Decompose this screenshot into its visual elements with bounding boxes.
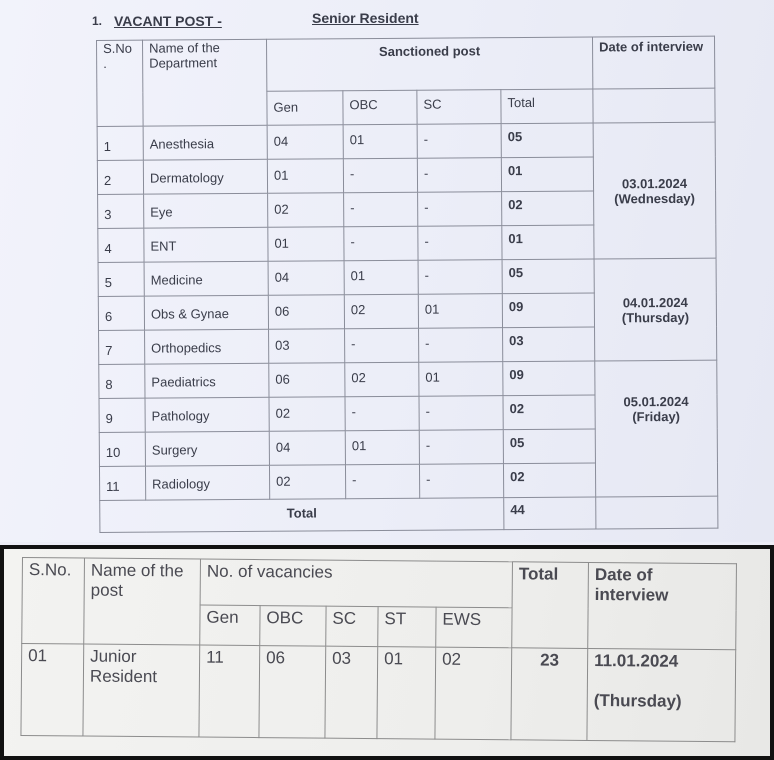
cell-st: 01 <box>377 647 436 740</box>
cell-department: Paediatrics <box>145 363 269 398</box>
cell-gen: 11 <box>199 645 260 738</box>
cell-total: 05 <box>501 123 593 158</box>
cell-sc: - <box>417 158 501 193</box>
cell-ews: 02 <box>435 647 512 740</box>
cell-sno: 8 <box>99 364 145 398</box>
cell-sno: 2 <box>97 160 143 194</box>
junior-resident-table <box>20 557 737 742</box>
cell-obc: 01 <box>344 260 418 295</box>
cell-sc: - <box>419 396 503 431</box>
cell-gen: 06 <box>269 363 345 398</box>
header-date: Date of interview <box>588 562 737 649</box>
cell-department: Obs & Gynae <box>144 295 268 330</box>
cell-department: Pathology <box>145 397 269 432</box>
header-gen: Gen <box>200 605 260 646</box>
cell-total: 09 <box>503 361 595 396</box>
cell-department: ENT <box>144 227 268 262</box>
total-date-blank <box>596 496 718 529</box>
table-row <box>98 258 716 296</box>
heading-number: 1. <box>92 14 103 28</box>
junior-resident-notice <box>0 545 774 760</box>
cell-sc: - <box>419 430 503 465</box>
cell-sc: 01 <box>419 362 503 397</box>
header-total: Total <box>501 89 593 124</box>
cell-gen: 06 <box>268 295 344 330</box>
cell-obc: - <box>345 464 419 499</box>
cell-gen: 04 <box>269 431 345 466</box>
cell-sc: - <box>418 226 502 261</box>
cell-sc: - <box>419 464 503 499</box>
cell-gen: 01 <box>268 227 344 262</box>
header-obc: OBC <box>260 606 326 647</box>
cell-sno: 1 <box>97 126 143 160</box>
cell-sc: - <box>417 124 501 159</box>
cell-obc: 02 <box>345 362 419 397</box>
cell-gen: 03 <box>269 329 345 364</box>
cell-total: 05 <box>502 259 594 294</box>
interview-date-1: 03.01.2024 (Wednesday) <box>593 122 716 259</box>
cell-total: 02 <box>503 463 595 498</box>
interview-date: 11.01.2024 (Thursday) <box>587 648 736 741</box>
cell-sno: 11 <box>99 466 145 500</box>
header-ews: EWS <box>436 607 512 648</box>
header-sno: S.No . <box>97 40 144 126</box>
total-value: 44 <box>504 497 596 530</box>
cell-obc: - <box>344 192 418 227</box>
header-sanctioned: Sanctioned post <box>266 37 592 91</box>
header-st: ST <box>378 607 436 648</box>
cell-sc: - <box>418 192 502 227</box>
cell-sno: 10 <box>99 432 145 466</box>
section-heading <box>0 10 774 34</box>
total-row <box>100 496 718 532</box>
cell-department: Dermatology <box>143 159 267 194</box>
table-row <box>21 644 736 742</box>
cell-sno: 3 <box>98 194 144 228</box>
cell-sc: - <box>418 260 502 295</box>
cell-gen: 02 <box>268 193 344 228</box>
header-date-blank <box>593 88 715 123</box>
header-gen: Gen <box>267 91 343 126</box>
senior-resident-table <box>96 36 718 533</box>
cell-obc: - <box>344 226 418 261</box>
cell-sno: 4 <box>98 228 144 262</box>
interview-date-3: 05.01.2024 (Friday) <box>595 360 718 497</box>
table-row <box>99 360 717 398</box>
cell-sno: 6 <box>98 296 144 330</box>
cell-department: Surgery <box>145 431 269 466</box>
header-vacancies: No. of vacancies <box>200 559 512 608</box>
cell-total: 03 <box>503 327 595 362</box>
cell-obc: 01 <box>345 430 419 465</box>
header-post: Name of the post <box>84 558 201 645</box>
interview-date-2: 04.01.2024 (Thursday) <box>594 258 717 361</box>
cell-obc: 02 <box>344 294 418 329</box>
cell-gen: 04 <box>267 125 343 160</box>
cell-department: Medicine <box>144 261 268 296</box>
header-obc: OBC <box>343 90 417 125</box>
header-sc: SC <box>326 606 378 646</box>
header-sno: S.No. <box>22 558 85 645</box>
cell-obc: 06 <box>259 646 326 739</box>
cell-total: 02 <box>503 395 595 430</box>
cell-sno: 9 <box>99 398 145 432</box>
cell-total: 23 <box>511 648 588 741</box>
header-department: Name of the Department <box>143 39 268 126</box>
cell-department: Eye <box>144 193 268 228</box>
cell-department: Radiology <box>145 465 269 500</box>
cell-obc: 01 <box>343 124 417 159</box>
header-date: Date of interview <box>592 36 714 89</box>
header-sc: SC <box>417 90 501 125</box>
cell-sno: 01 <box>21 644 84 737</box>
heading-title: VACANT POST - <box>114 13 222 29</box>
cell-sc: 03 <box>325 646 378 738</box>
cell-gen: 02 <box>269 465 345 500</box>
cell-sno: 7 <box>99 330 145 364</box>
table-row <box>97 122 715 160</box>
cell-department: Anesthesia <box>143 125 267 160</box>
header-total: Total <box>512 562 589 649</box>
cell-total: 05 <box>503 429 595 464</box>
cell-sno: 5 <box>98 262 144 296</box>
cell-gen: 01 <box>267 159 343 194</box>
cell-sc: - <box>419 328 503 363</box>
cell-obc: - <box>345 396 419 431</box>
cell-department: Orthopedics <box>145 329 269 364</box>
cell-total: 09 <box>502 293 594 328</box>
cell-total: 02 <box>502 191 594 226</box>
cell-gen: 04 <box>268 261 344 296</box>
cell-total: 01 <box>502 225 594 260</box>
cell-obc: - <box>343 158 417 193</box>
cell-gen: 02 <box>269 397 345 432</box>
cell-obc: - <box>345 328 419 363</box>
cell-total: 01 <box>501 157 593 192</box>
cell-post: Junior Resident <box>83 644 200 737</box>
total-label: Total <box>100 498 504 533</box>
heading-subtitle: Senior Resident <box>312 10 419 26</box>
cell-sc: 01 <box>418 294 502 329</box>
